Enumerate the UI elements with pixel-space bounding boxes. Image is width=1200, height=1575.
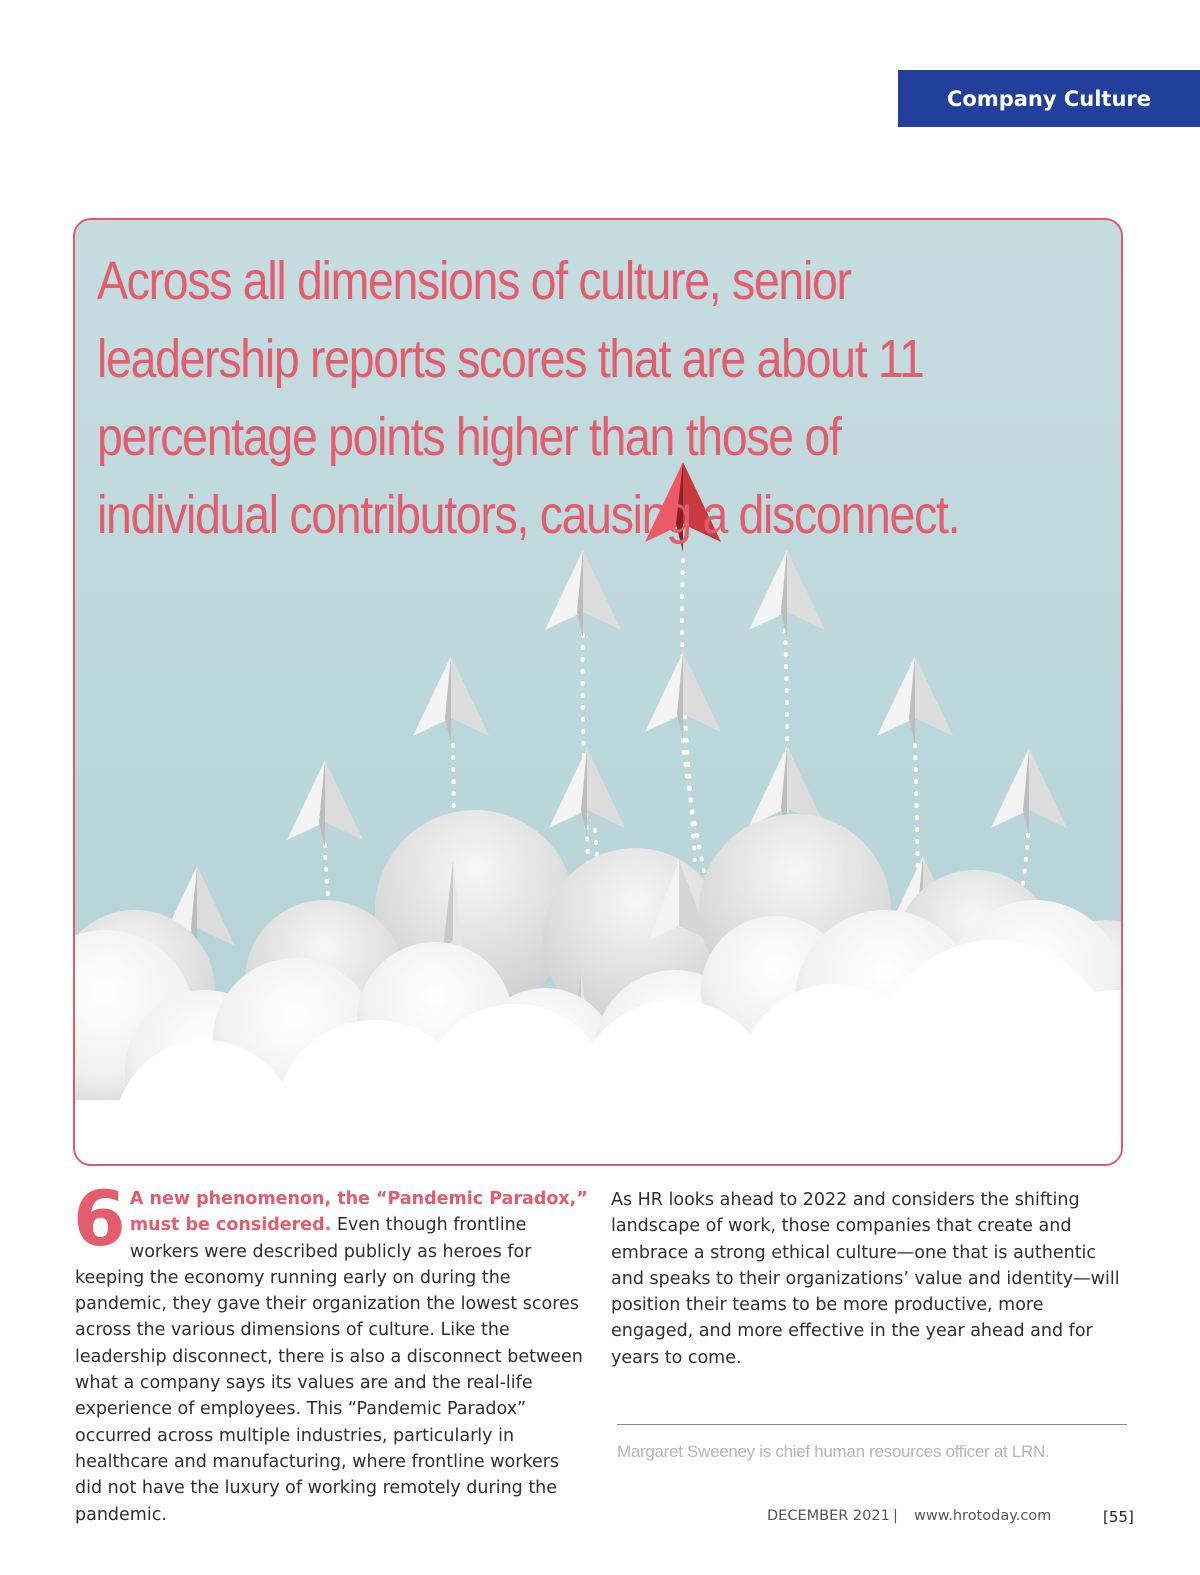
lead-in: A new phenomenon, the “Pandemic Paradox,” must be considered.	[129, 1189, 588, 1236]
author-bio: Margaret Sweeney is chief human resources officer at LRN.	[617, 1442, 1050, 1461]
hero-illustration	[73, 218, 1123, 1166]
footer-url: www.hrotoday.com	[914, 1508, 1052, 1524]
footer-separator: |	[893, 1508, 898, 1524]
paragraph-1: Even though frontline workers were described publicly as heroes for keeping the economy running early on during the pandemic, they gave their organization the lowest scores across the various dimensions of culture. Like the leadership disconnect, there is also a disconnect between what a company says its values are and the real-life experience of employees. This “Pandemic Paradox” occurred across multiple industries, particularly in healthcare and manufacturing, where frontline workers did not have the luxury of working remotely during the pandemic.	[75, 1215, 583, 1525]
article-column-left	[73, 1174, 590, 1544]
bio-divider	[617, 1424, 1127, 1425]
paragraph-2: As HR looks ahead to 2022 and considers the shifting landscape of work, those companies that create and embrace a strong ethical culture—one that is authentic and speaks to their organizations’ value and identity—will position their teams to be more productive, more engaged, and more effective in the year ahead and for years to come.	[611, 1190, 1120, 1368]
article-column-right	[611, 1187, 1131, 1387]
section-tab: Company Culture	[898, 70, 1200, 127]
footer-date: DECEMBER 2021	[767, 1508, 890, 1524]
drop-cap: 6	[73, 1174, 126, 1263]
page-number: [55]	[1103, 1508, 1134, 1526]
pull-quote: Across all dimensions of culture, senior leadership reports scores that are about 11 percentage points higher than those of individual contributors, causing a disconnect.	[97, 251, 960, 545]
